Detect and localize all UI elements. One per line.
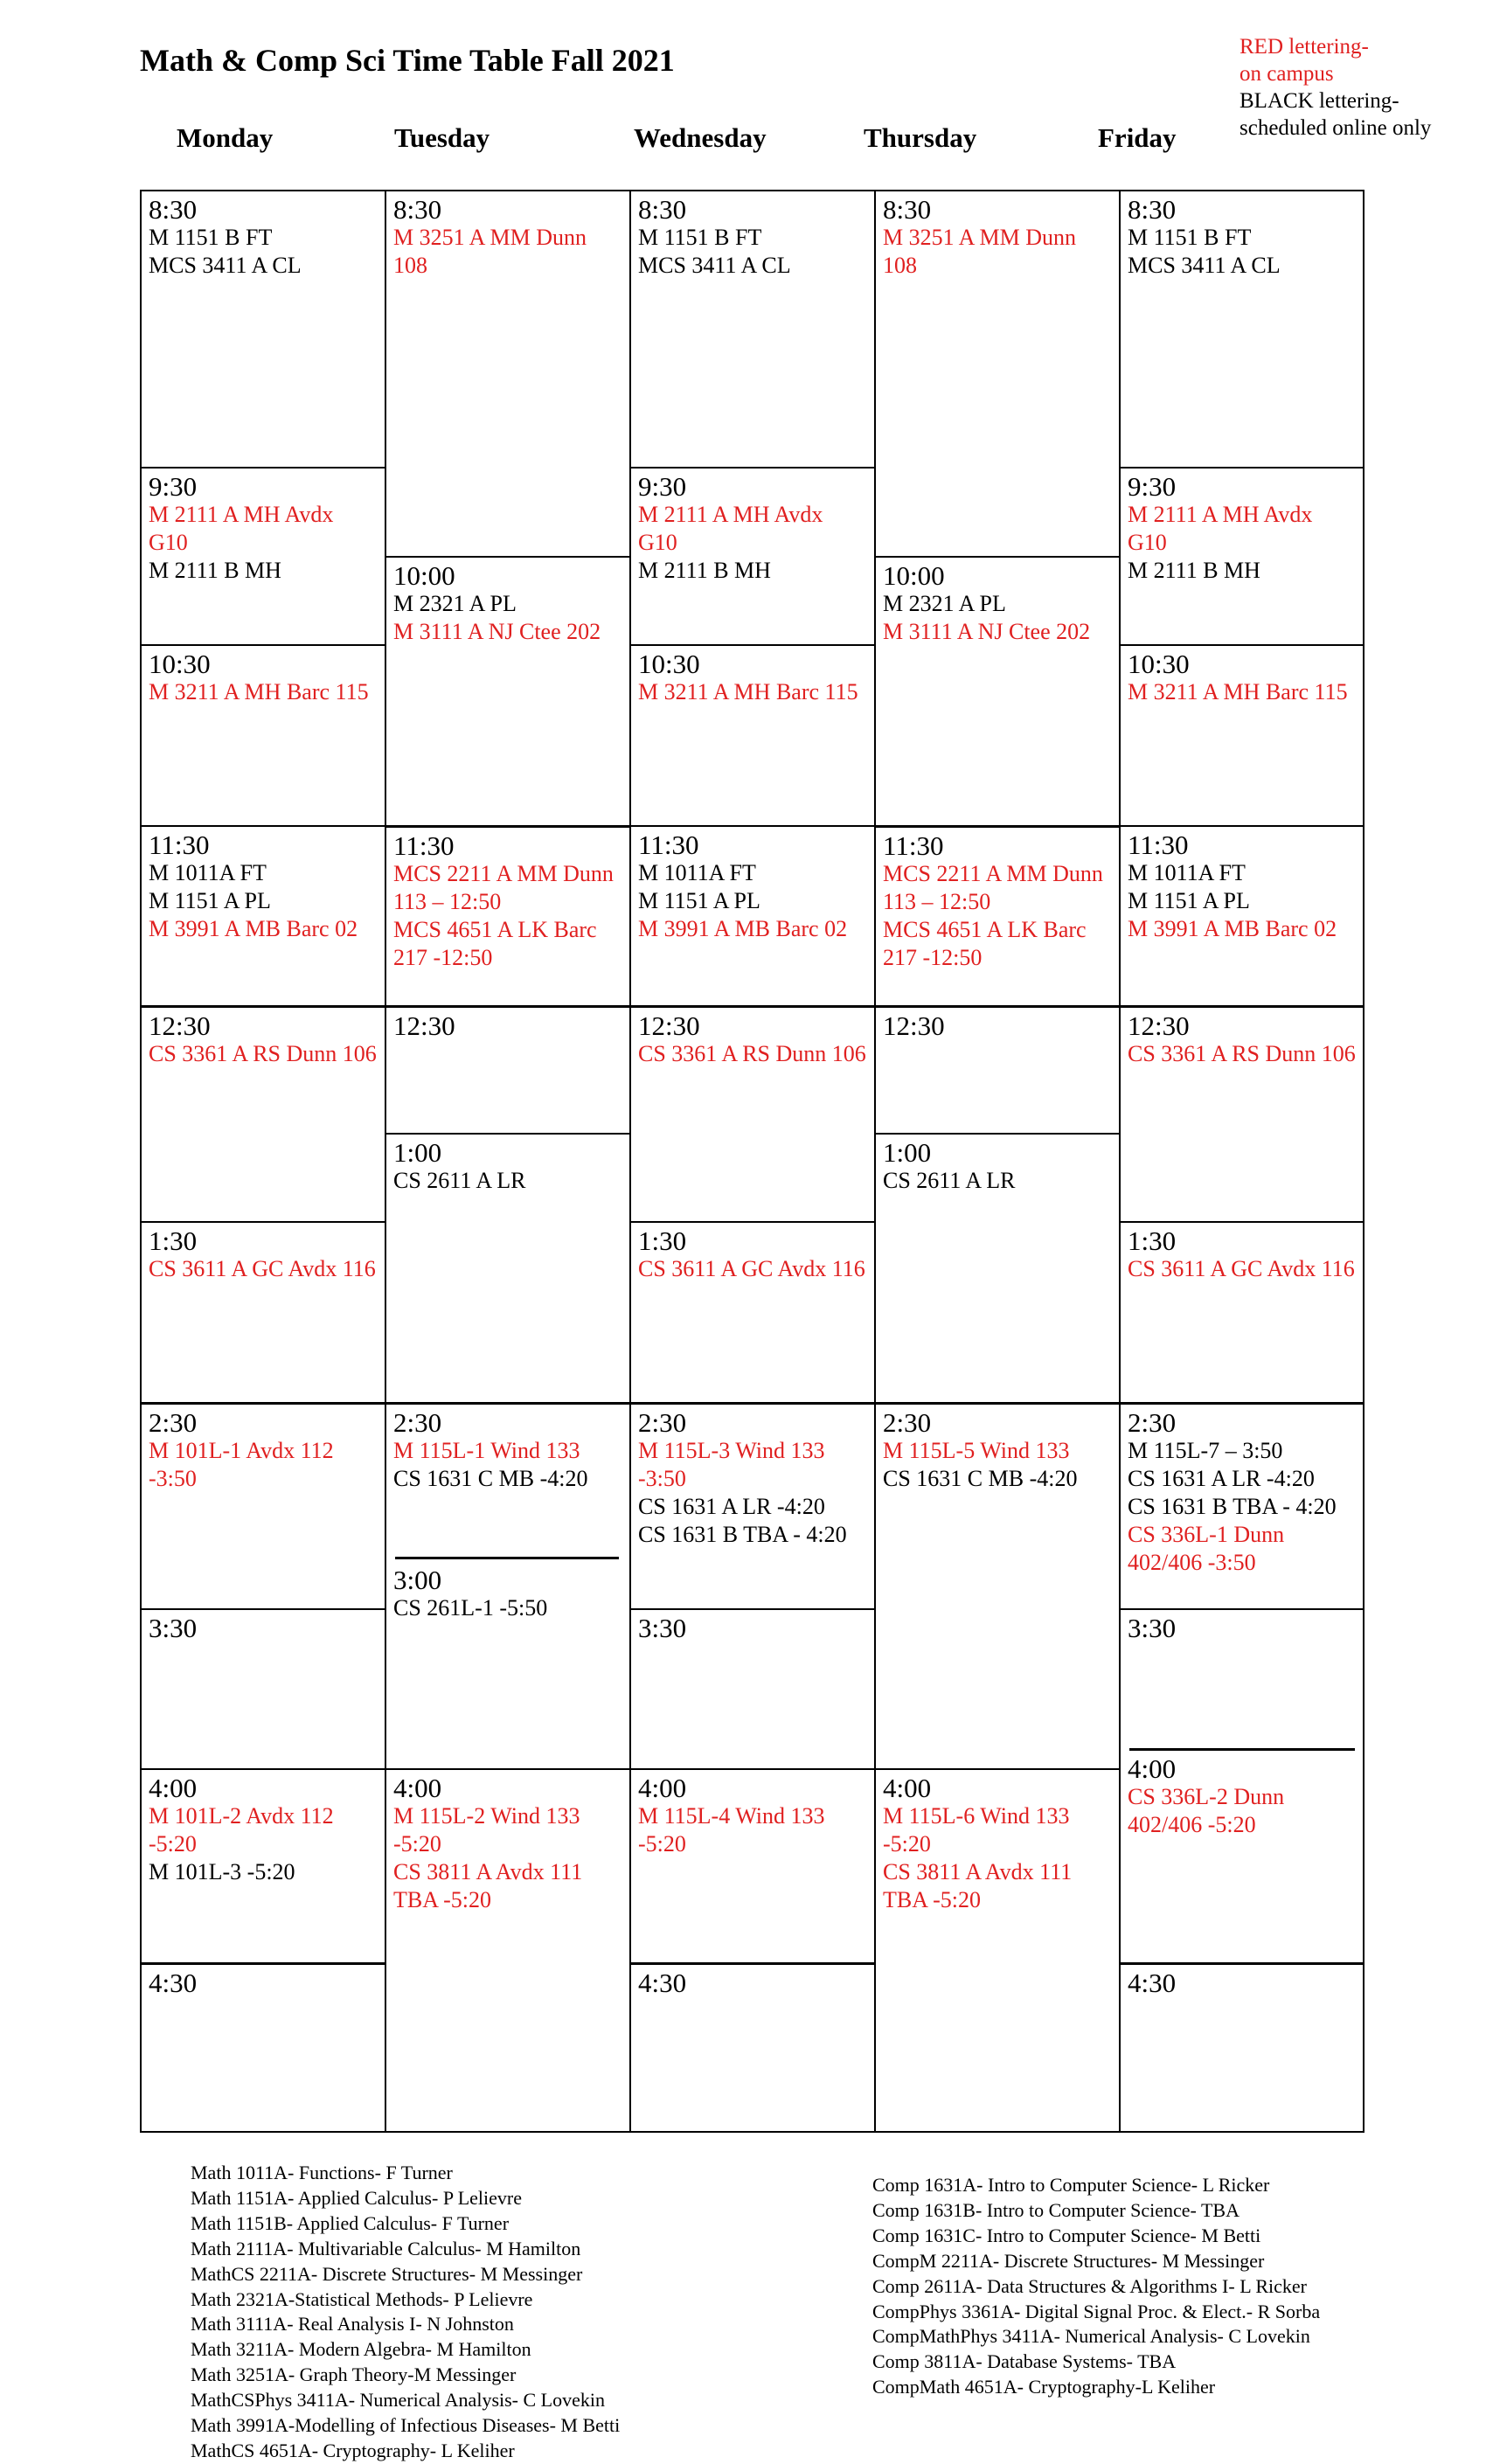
class-entry-online: M 1151 B FT (149, 225, 273, 250)
slot-time: 2:30 (1128, 1407, 1177, 1438)
slot-cell (631, 1221, 874, 1402)
slot-time: 1:00 (393, 1137, 442, 1168)
slot-time: 8:30 (149, 194, 198, 225)
slot-time: 3:30 (1128, 1613, 1177, 1643)
class-entry-online: MCS 3411 A CL (149, 253, 302, 278)
slot-time: 8:30 (393, 194, 442, 225)
slot-time: 2:30 (393, 1407, 442, 1438)
class-entry-online: M 1151 A PL (638, 888, 760, 913)
slot-time: 12:30 (1128, 1010, 1190, 1041)
slot-cell (142, 1005, 385, 1221)
class-entry-on-campus: CS 3611 A GC Avdx 116 (638, 1256, 865, 1281)
slot-time: 12:30 (883, 1010, 945, 1041)
course-line: Comp 1631B- Intro to Computer Science- TBA (872, 2198, 1239, 2221)
slot-divider (395, 1557, 619, 1559)
slot-cell (1121, 1005, 1363, 1221)
class-entry-on-campus: CS 336L-1 Dunn 402/406 -3:50 (1128, 1522, 1285, 1575)
slot-time: 11:30 (1128, 829, 1189, 860)
legend-black-line-1: BLACK lettering- (1239, 89, 1399, 113)
slot-time: 1:30 (149, 1225, 198, 1256)
page-title: Math & Comp Sci Time Table Fall 2021 (140, 43, 675, 78)
class-entry-online: M 1151 A PL (149, 888, 271, 913)
slot-cell (386, 825, 629, 1005)
slot-cell (1121, 1608, 1363, 1750)
class-entry-online: CS 1631 C MB -4:20 (393, 1466, 588, 1491)
class-entry-on-campus: M 115L-4 Wind 133 -5:20 (638, 1803, 825, 1857)
class-entry-on-campus: CS 3361 A RS Dunn 106 (638, 1041, 866, 1066)
slot-cell (876, 825, 1119, 1005)
slot-cell (1121, 1962, 1363, 2131)
column-monday (140, 190, 386, 2133)
class-entry-on-campus: M 3111 A NJ Ctee 202 (883, 619, 1091, 644)
course-line: Math 3211A- Modern Algebra- M Hamilton (191, 2338, 531, 2361)
slot-cell (631, 1962, 874, 2131)
slot-cell (142, 1768, 385, 1962)
course-line: Math 3111A- Real Analysis I- N Johnston (191, 2313, 514, 2336)
slot-cell (876, 556, 1119, 825)
class-entry-online: M 115L-7 – 3:50 (1128, 1438, 1283, 1463)
slot-cell (386, 1768, 629, 2131)
class-entry-online: M 1151 A PL (1128, 888, 1250, 913)
slot-cell (876, 191, 1119, 556)
slot-cell (1121, 1402, 1363, 1608)
class-entry-on-campus: M 3251 A MM Dunn 108 (883, 225, 1077, 278)
class-entry-on-campus: CS 3611 A GC Avdx 116 (1128, 1256, 1355, 1281)
slot-time: 10:30 (149, 649, 211, 679)
slot-time: 2:30 (883, 1407, 932, 1438)
class-entry-online: M 2321 A PL (883, 591, 1006, 616)
slot-time: 12:30 (638, 1010, 700, 1041)
color-legend (1239, 33, 1431, 142)
class-entry-on-campus: M 3211 A MH Barc 115 (1128, 679, 1348, 704)
slot-time: 11:30 (393, 830, 455, 861)
day-header-friday: Friday (1098, 122, 1177, 153)
class-entry-online: CS 2611 A LR (393, 1168, 526, 1193)
class-entry-on-campus: M 2111 A MH Avdx G10 (638, 502, 823, 555)
course-line: Math 2321A-Statistical Methods- P Lelievre (191, 2287, 533, 2310)
slot-time: 1:00 (883, 1137, 932, 1168)
slot-cell (631, 467, 874, 644)
course-line: MathCSPhys 3411A- Numerical Analysis- C Lovekin (191, 2389, 605, 2412)
slot-cell (631, 191, 874, 467)
slot-cell (142, 1962, 385, 2131)
slot-cell (1121, 467, 1363, 644)
column-thursday (874, 190, 1121, 2133)
math-course-list (191, 2161, 620, 2464)
class-entry-on-campus: M 3251 A MM Dunn 108 (393, 225, 587, 278)
slot-cell (1121, 1751, 1363, 1962)
class-entry-on-campus: CS 3811 A Avdx 111 TBA -5:20 (883, 1859, 1073, 1912)
slot-time: 9:30 (1128, 471, 1177, 502)
class-entry-on-campus: MCS 2211 A MM Dunn 113 – 12:50 (393, 861, 614, 914)
slot-time: 4:30 (1128, 1968, 1177, 1998)
slot-cell (386, 1133, 629, 1402)
class-entry-online: M 1151 B FT (1128, 225, 1252, 250)
column-friday (1119, 190, 1364, 2133)
class-entry-on-campus: CS 3361 A RS Dunn 106 (149, 1041, 377, 1066)
slot-cell (876, 1768, 1119, 2131)
legend-red-line-2: on campus (1239, 62, 1334, 86)
slot-time: 8:30 (883, 194, 932, 225)
class-entry-online: M 1151 B FT (638, 225, 762, 250)
legend-red-line-1: RED lettering- (1239, 35, 1369, 59)
slot-time: 10:00 (883, 560, 945, 591)
class-entry-on-campus: M 101L-1 Avdx 112 -3:50 (149, 1438, 334, 1491)
slot-cell (386, 1005, 629, 1133)
slot-time: 4:00 (638, 1773, 687, 1803)
slot-cell (1121, 644, 1363, 825)
slot-time: 4:30 (149, 1968, 198, 1998)
course-line: Comp 1631A- Intro to Computer Science- L Ricker (872, 2174, 1270, 2196)
course-line: CompMathPhys 3411A- Numerical Analysis- C Lovekin (872, 2325, 1310, 2348)
slot-time: 2:30 (638, 1407, 687, 1438)
class-entry-on-campus: M 3111 A NJ Ctee 202 (393, 619, 601, 644)
class-entry-online: CS 1631 C MB -4:20 (883, 1466, 1078, 1491)
slot-time: 4:00 (1128, 1753, 1177, 1784)
course-line: MathCS 2211A- Discrete Structures- M Messinger (191, 2262, 583, 2285)
class-entry-on-campus: CS 3611 A GC Avdx 116 (149, 1256, 376, 1281)
slot-cell (631, 825, 874, 1005)
class-entry-on-campus: CS 3361 A RS Dunn 106 (1128, 1041, 1356, 1066)
class-entry-online: M 2321 A PL (393, 591, 517, 616)
slot-time: 1:30 (638, 1225, 687, 1256)
class-entry-online: M 2111 B MH (638, 558, 771, 583)
class-entry-online: CS 2611 A LR (883, 1168, 1016, 1193)
class-entry-on-campus: MCS 4651 A LK Barc 217 -12:50 (393, 917, 597, 970)
class-entry-online: M 1011A FT (638, 860, 756, 885)
day-header-monday: Monday (177, 122, 274, 153)
class-entry-online: M 1011A FT (149, 860, 267, 885)
class-entry-online: M 2111 B MH (1128, 558, 1260, 583)
class-entry-on-campus: M 2111 A MH Avdx G10 (149, 502, 334, 555)
class-entry-online: CS 261L-1 -5:50 (393, 1595, 548, 1621)
slot-cell (142, 191, 385, 467)
slot-cell (876, 1402, 1119, 1768)
class-entry-on-campus: M 3211 A MH Barc 115 (638, 679, 858, 704)
slot-time: 12:30 (393, 1010, 455, 1041)
slot-time: 10:30 (638, 649, 700, 679)
class-entry-on-campus: MCS 4651 A LK Barc 217 -12:50 (883, 917, 1087, 970)
course-line: Comp 2611A- Data Structures & Algorithms I- L Ricker (872, 2274, 1307, 2297)
slot-time: 9:30 (638, 471, 687, 502)
slot-time: 8:30 (1128, 194, 1177, 225)
class-entry-on-campus: M 3991 A MB Barc 02 (1128, 916, 1337, 941)
class-entry-on-campus: M 101L-2 Avdx 112 -5:20 (149, 1803, 334, 1857)
slot-cell (142, 825, 385, 1005)
course-line: MathCS 4651A- Cryptography- L Keliher (191, 2439, 515, 2461)
slot-time: 11:30 (149, 829, 210, 860)
slot-cell (142, 1402, 385, 1608)
slot-time: 11:30 (638, 829, 699, 860)
course-line: Math 3991A-Modelling of Infectious Diseases- M Betti (191, 2414, 621, 2437)
class-entry-online: M 1011A FT (1128, 860, 1246, 885)
day-header-wednesday: Wednesday (634, 122, 767, 153)
slot-cell (631, 1768, 874, 1962)
comp-course-list (872, 2173, 1320, 2400)
slot-time: 10:30 (1128, 649, 1190, 679)
course-line: Math 1011A- Functions- F Turner (191, 2162, 453, 2183)
slot-time: 4:00 (149, 1773, 198, 1803)
slot-cell (631, 644, 874, 825)
slot-cell (386, 1562, 629, 1768)
class-entry-on-campus: M 115L-1 Wind 133 (393, 1438, 580, 1463)
slot-time: 4:00 (393, 1773, 442, 1803)
class-entry-online: CS 1631 A LR -4:20 (638, 1494, 825, 1519)
course-line: Math 1151A- Applied Calculus- P Lelievre (191, 2186, 523, 2209)
class-entry-on-campus: M 2111 A MH Avdx G10 (1128, 502, 1313, 555)
slot-time: 8:30 (638, 194, 687, 225)
class-entry-on-campus: CS 3811 A Avdx 111 TBA -5:20 (393, 1859, 583, 1912)
course-line: CompM 2211A- Discrete Structures- M Messinger (872, 2249, 1265, 2272)
slot-cell (1121, 1221, 1363, 1402)
slot-time: 12:30 (149, 1010, 211, 1041)
course-line: CompMath 4651A- Cryptography-L Keliher (872, 2376, 1216, 2398)
slot-cell (1121, 191, 1363, 467)
class-entry-on-campus: CS 336L-2 Dunn 402/406 -5:20 (1128, 1784, 1285, 1837)
slot-time: 1:30 (1128, 1225, 1177, 1256)
slot-time: 3:00 (393, 1565, 442, 1595)
slot-time: 3:30 (149, 1613, 198, 1643)
class-entry-online: CS 1631 B TBA - 4:20 (1128, 1494, 1337, 1519)
slot-cell (631, 1402, 874, 1608)
class-entry-on-campus: M 3991 A MB Barc 02 (149, 916, 358, 941)
class-entry-online: M 101L-3 -5:20 (149, 1859, 295, 1884)
course-line: Math 1151B- Applied Calculus- F Turner (191, 2211, 510, 2234)
slot-cell (876, 1005, 1119, 1133)
slot-time: 11:30 (883, 830, 944, 861)
course-line: Math 3251A- Graph Theory-M Messinger (191, 2363, 517, 2386)
slot-cell (142, 1221, 385, 1402)
slot-cell (631, 1005, 874, 1221)
class-entry-on-campus: M 115L-6 Wind 133 -5:20 (883, 1803, 1070, 1857)
class-entry-on-campus: M 3991 A MB Barc 02 (638, 916, 848, 941)
course-line: Math 2111A- Multivariable Calculus- M Hamilton (191, 2237, 581, 2259)
class-entry-online: MCS 3411 A CL (1128, 253, 1281, 278)
class-entry-on-campus: M 115L-2 Wind 133 -5:20 (393, 1803, 580, 1857)
slot-time: 3:30 (638, 1613, 687, 1643)
slot-time: 10:00 (393, 560, 455, 591)
slot-cell (1121, 825, 1363, 1005)
slot-cell (142, 644, 385, 825)
slot-time: 4:00 (883, 1773, 932, 1803)
day-header-thursday: Thursday (864, 122, 977, 153)
day-header-tuesday: Tuesday (394, 122, 490, 153)
class-entry-online: M 2111 B MH (149, 558, 281, 583)
slot-time: 9:30 (149, 471, 198, 502)
class-entry-on-campus: M 115L-3 Wind 133 -3:50 (638, 1438, 825, 1491)
class-entry-online: CS 1631 B TBA - 4:20 (638, 1522, 847, 1547)
course-line: Comp 3811A- Database Systems- TBA (872, 2350, 1177, 2373)
legend-black-line-2: scheduled online only (1239, 116, 1432, 140)
slot-cell (631, 1608, 874, 1768)
slot-cell (142, 1608, 385, 1768)
course-line: Comp 1631C- Intro to Computer Science- M Betti (872, 2224, 1261, 2246)
class-entry-on-campus: MCS 2211 A MM Dunn 113 – 12:50 (883, 861, 1103, 914)
slot-time: 4:30 (638, 1968, 687, 1998)
column-wednesday (629, 190, 876, 2133)
class-entry-on-campus: M 3211 A MH Barc 115 (149, 679, 369, 704)
slot-time: 2:30 (149, 1407, 198, 1438)
slot-cell (386, 191, 629, 556)
course-line: CompPhys 3361A- Digital Signal Proc. & Elect.- R Sorba (872, 2300, 1321, 2322)
slot-cell (142, 467, 385, 644)
slot-cell (876, 1133, 1119, 1402)
class-entry-online: MCS 3411 A CL (638, 253, 791, 278)
column-tuesday (385, 190, 631, 2133)
class-entry-online: CS 1631 A LR -4:20 (1128, 1466, 1315, 1491)
class-entry-on-campus: M 115L-5 Wind 133 (883, 1438, 1070, 1463)
